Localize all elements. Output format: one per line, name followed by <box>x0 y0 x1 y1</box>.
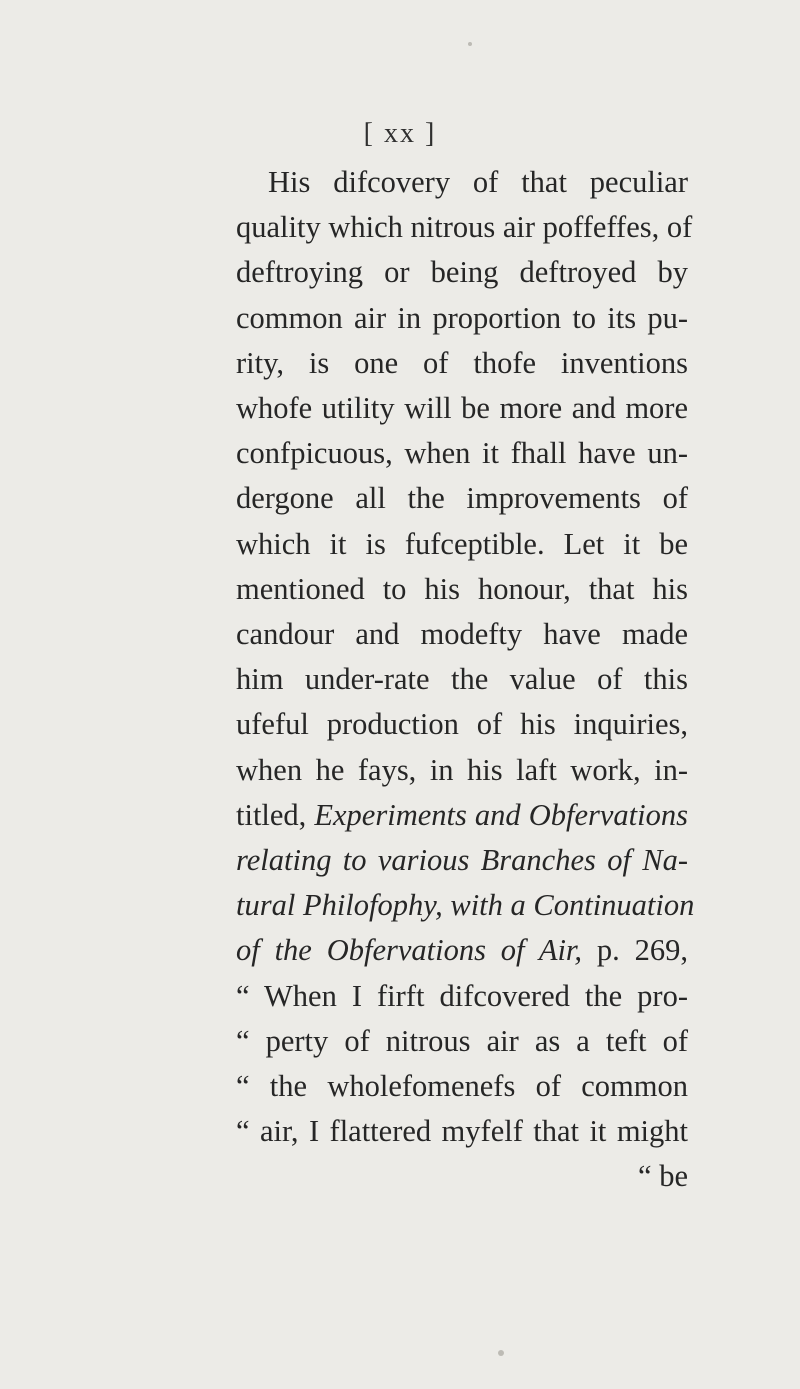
ink-speck <box>468 42 472 46</box>
text-line-18 <box>236 928 688 973</box>
text-line-5: rity, is one of thofe inventions <box>236 345 688 380</box>
italic-title-end: of the Obfervations of Air, <box>236 933 583 968</box>
text-line-9: which it is fufceptible. Let it be <box>236 526 688 561</box>
text-line-4: common air in proportion to its pu- <box>236 300 688 335</box>
text-line-13: ufeful production of his inquiries, <box>236 707 688 742</box>
quote-line-2: “ perty of nitrous air as a teft of <box>236 1023 688 1058</box>
italic-title: Experiments and Obfervations <box>314 797 689 832</box>
ink-speck <box>498 1350 504 1356</box>
text-line-3: deftroying or being deftroyed by <box>236 255 688 290</box>
text-line-2: quality which nitrous air poffeffes, of <box>236 210 693 245</box>
text-line-12: him under-rate the value of this <box>236 662 688 697</box>
quote-line-4: “ air, I flattered myfelf that it might <box>236 1114 688 1149</box>
text-line-8: dergone all the improvements of <box>236 481 688 516</box>
text-line-16: relating to various Branches of Na- <box>236 843 688 878</box>
body-text <box>236 160 695 1200</box>
quote-line-1: “ When I firft difcovered the pro- <box>236 978 688 1013</box>
text-line-6: whofe utility will be more and more <box>236 391 688 426</box>
text-line-11: candour and modefty have made <box>236 617 688 652</box>
catchword: “ be <box>638 1159 688 1194</box>
text-line-17: tural Philofophy, with a Continuation <box>236 888 695 923</box>
page-reference: p. 269, <box>582 933 688 968</box>
text-line-14: when he fays, in his laft work, in- <box>236 752 688 787</box>
text-line-1: His difcovery of that peculiar <box>268 165 688 199</box>
text-line-10: mentioned to his honour, that his <box>236 571 688 606</box>
text-line-15 <box>236 793 688 838</box>
page-header: [ xx ] <box>363 118 437 149</box>
text-line-15-lead: titled, <box>236 797 315 832</box>
text-line-7: confpicuous, when it fhall have un- <box>236 436 688 471</box>
quote-line-3: “ the wholefomenefs of common <box>236 1069 688 1104</box>
